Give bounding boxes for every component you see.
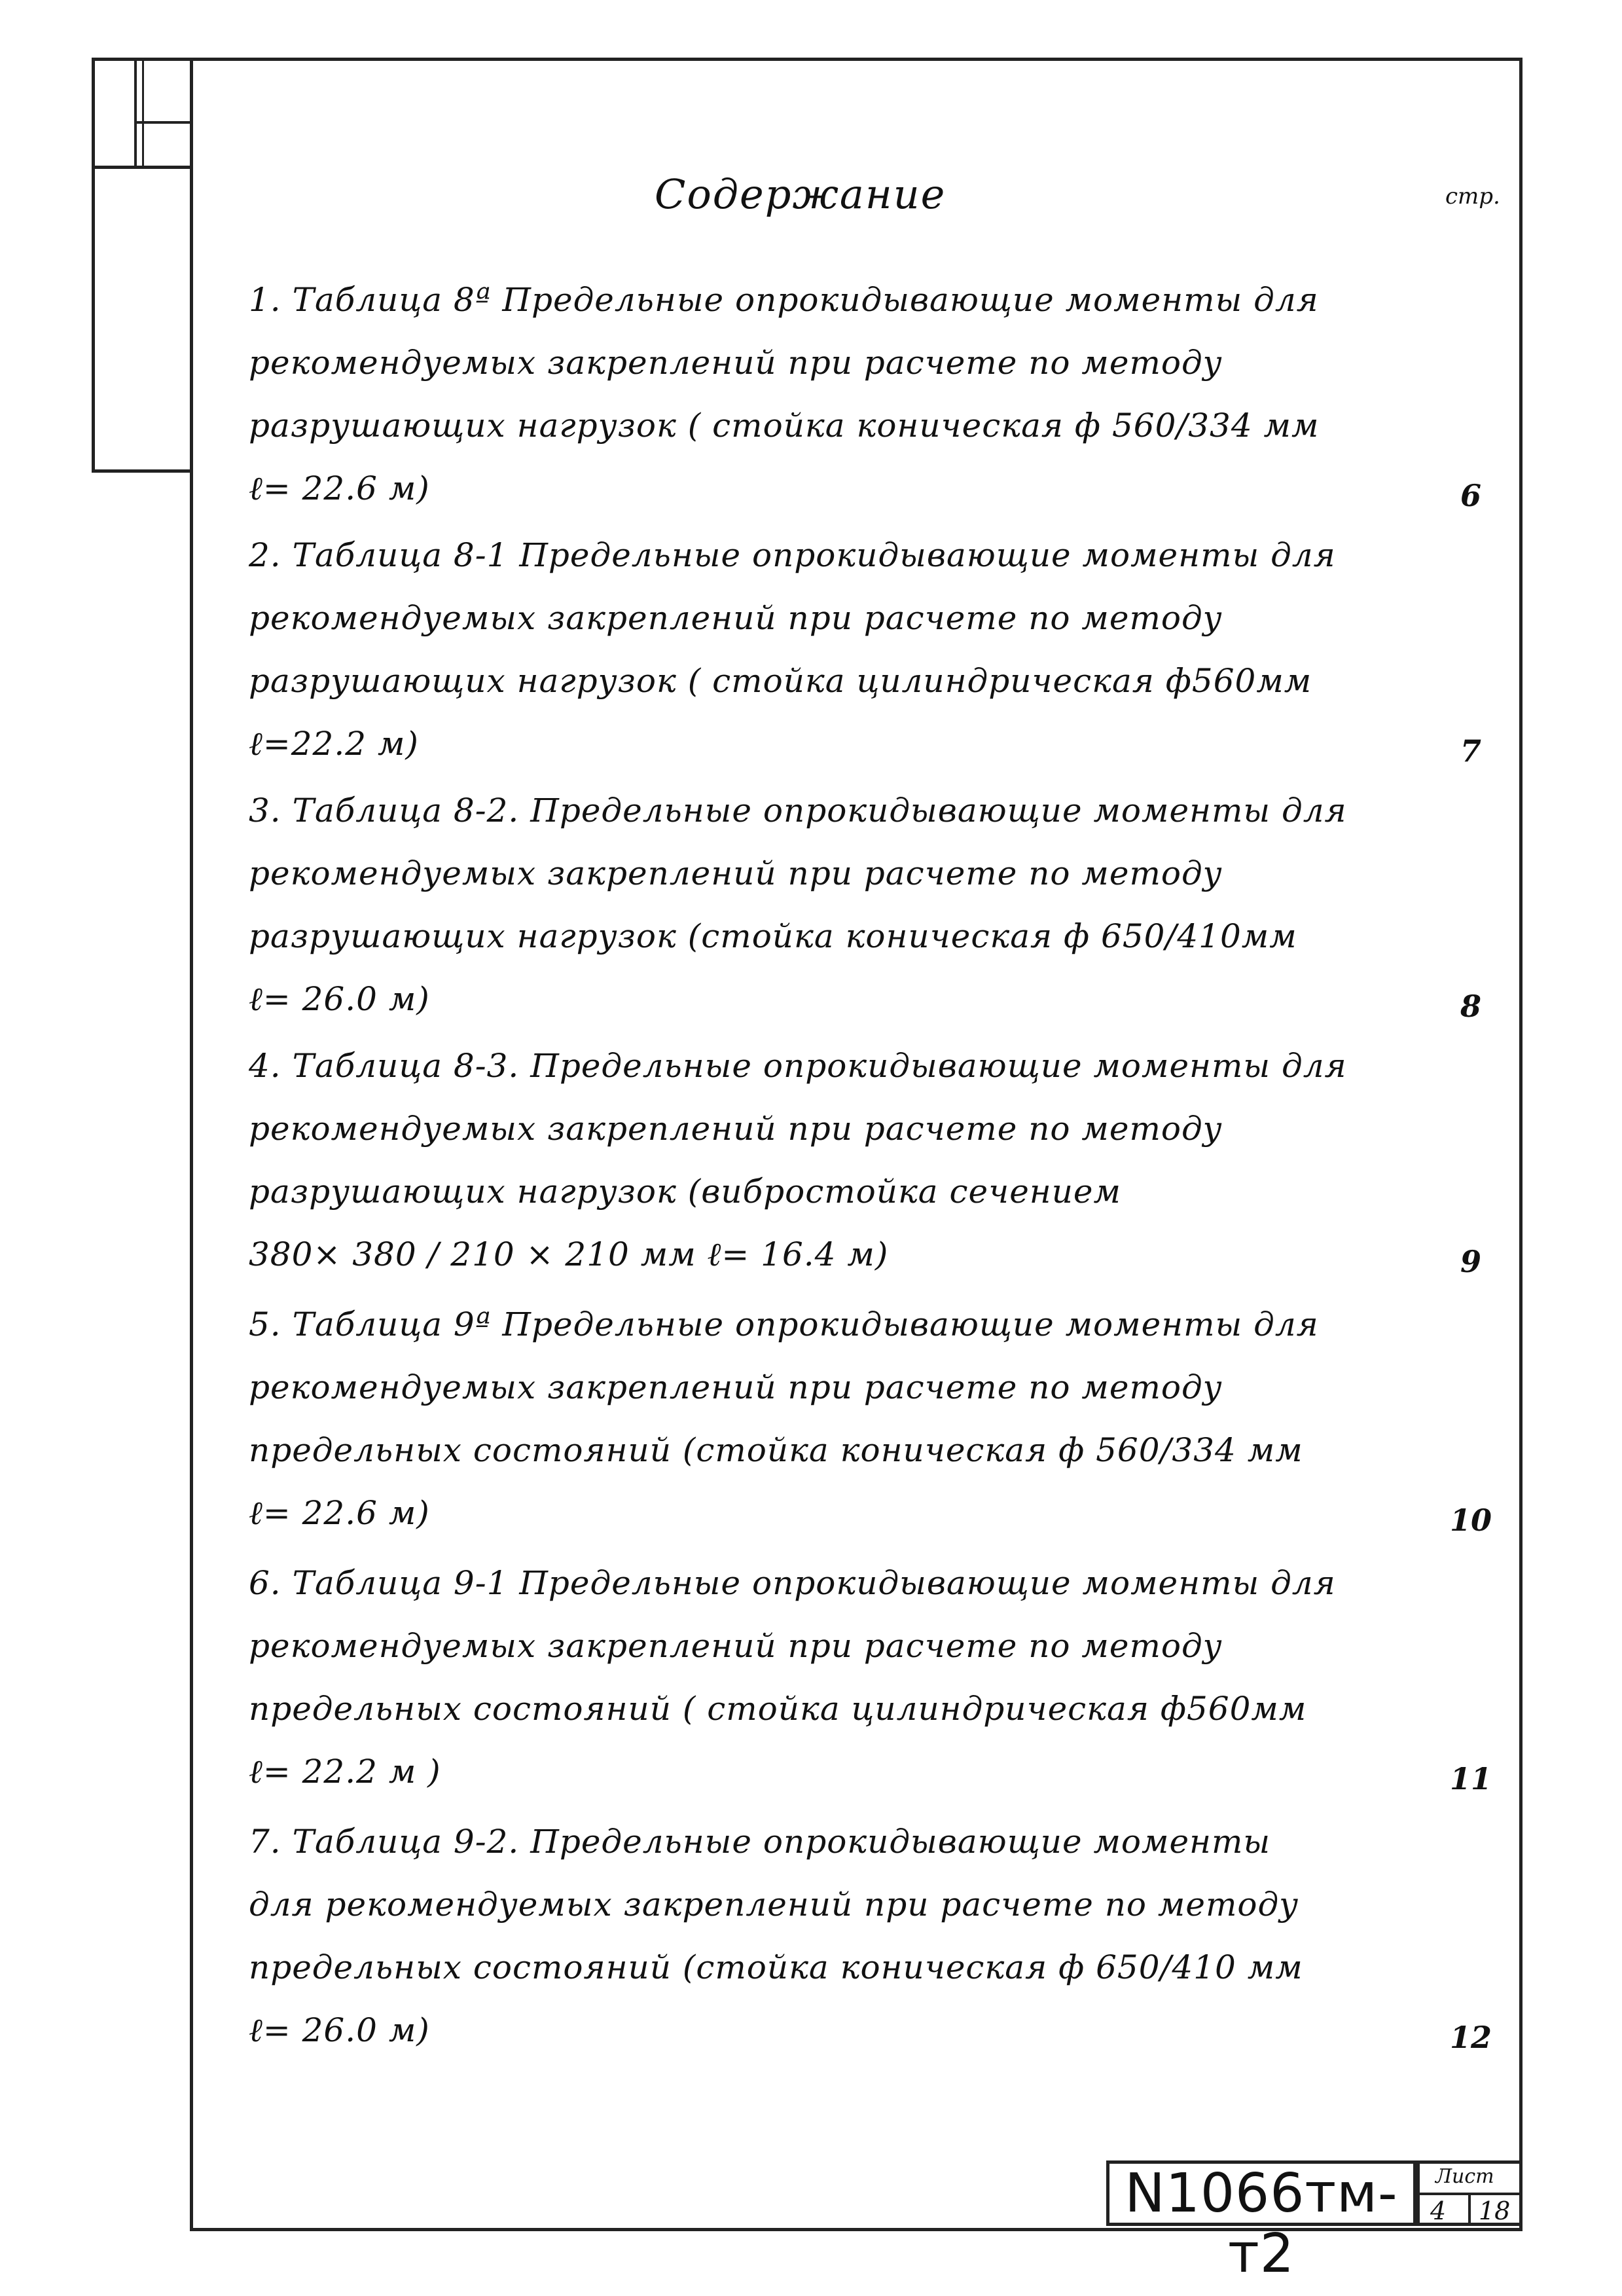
- toc-entry-1: 1. Таблица 8ª Предельные опрокидывающие моменты для рекомендуемых закреплений при расчете по методу разрушающих нагрузок ( стойка коническая ф 560/334 мм ℓ= 22.6 м): [249, 281, 1320, 507]
- toc-entry-5: 5. Таблица 9ª Предельные опрокидывающие моменты для рекомендуемых закреплений при расчете по методу предельных состояний (стойка коническая ф 560/334 мм ℓ= 22.6 м): [249, 1305, 1319, 1532]
- stamp-line: [134, 61, 137, 166]
- stamp-line: [142, 61, 144, 166]
- toc-entry-7: 7. Таблица 9-2. Предельные опрокидывающие моменты для рекомендуемых закреплений при расчете по методу предельных состояний (стойка коническая ф 650/410 мм ℓ= 26.0 м): [249, 1823, 1303, 2049]
- toc-entry-4-page: 9: [1460, 1244, 1481, 1279]
- stamp-line: [134, 121, 193, 124]
- toc-entry-6-page: 11: [1449, 1761, 1492, 1796]
- sheet-number: 4: [1430, 2196, 1447, 2225]
- toc-entry-2-page: 7: [1460, 733, 1481, 769]
- document-code: N1066тм-т2: [1106, 2160, 1416, 2226]
- toc-entry-4: 4. Таблица 8-3. Предельные опрокидывающие моменты для рекомендуемых закреплений при расчете по методу разрушающих нагрузок (вибростойка сечением 380× 380 / 210 × 210 мм ℓ= 16.4 м): [249, 1047, 1347, 1273]
- page-column-header: стр.: [1445, 183, 1500, 210]
- stamp-line: [95, 166, 190, 169]
- toc-entry-2: 2. Таблица 8-1 Предельные опрокидывающие моменты для рекомендуемых закреплений при расчете по методу разрушающих нагрузок ( стойка цилиндрическая ф560мм ℓ=22.2 м): [249, 536, 1336, 763]
- sheet-label: Лист: [1435, 2165, 1494, 2188]
- toc-entry-3-page: 8: [1460, 989, 1481, 1024]
- binding-stamp: [92, 58, 190, 473]
- sheet-number-box: [1416, 2160, 1523, 2226]
- toc-entry-5-page: 10: [1449, 1503, 1492, 1538]
- sheet-total: 18: [1479, 2196, 1511, 2225]
- toc-entry-7-page: 12: [1449, 2020, 1492, 2055]
- toc-entry-3: 3. Таблица 8-2. Предельные опрокидывающие моменты для рекомендуемых закреплений при расчете по методу разрушающих нагрузок (стойка коническая ф 650/410мм ℓ= 26.0 м): [249, 792, 1347, 1018]
- toc-entry-6: 6. Таблица 9-1 Предельные опрокидывающие моменты для рекомендуемых закреплений при расчете по методу предельных состояний ( стойка цилиндрическая ф560мм ℓ= 22.2 м ): [249, 1564, 1336, 1791]
- page-title: Содержание: [655, 170, 946, 218]
- toc-entry-1-page: 6: [1460, 478, 1481, 513]
- box-line: [1468, 2193, 1471, 2223]
- box-line: [1420, 2193, 1523, 2195]
